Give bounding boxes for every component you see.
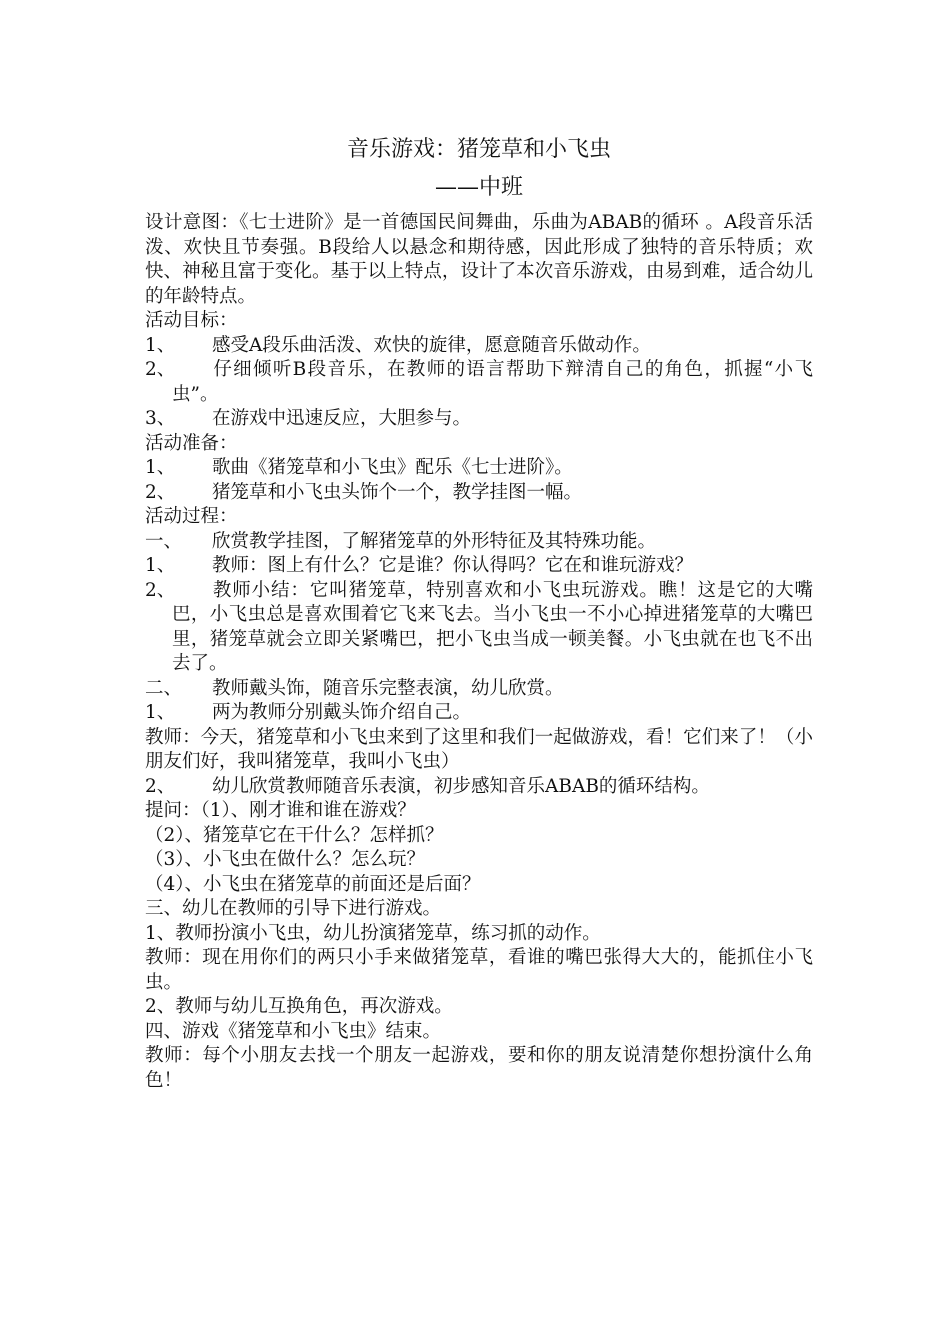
numbered-item xyxy=(145,775,813,800)
item-text: 歌曲《猪笼草和小飞虫》配乐《七士进阶》。 xyxy=(212,457,573,478)
item-text: 仔细倾听B段音乐，在教师的语言帮助下辩清自己的角色，抓握“小飞虫”。 xyxy=(172,359,813,405)
paragraph: （2）、猪笼草它在干什么？怎样抓？ xyxy=(145,824,444,846)
item-text: 在游戏中迅速反应，大胆参与。 xyxy=(212,408,472,429)
item-text: 教师小结：它叫猪笼草，特别喜欢和小飞虫玩游戏。瞧！这是它的大嘴巴，小飞虫总是喜欢围着它飞来飞去。当小飞虫一不小心掉进猪笼草的大嘴巴里，猪笼草就会立即关紧嘴巴，把小飞虫当成一顿美餐。小飞虫就在也飞不出去了。 xyxy=(172,579,813,674)
document-title: 音乐游戏：猪笼草和小飞虫 xyxy=(346,137,611,162)
item-text: 感受A段乐曲活泼、欢快的旋律，愿意随音乐做动作。 xyxy=(212,334,651,356)
item-text: 教师：图上有什么？它是谁？你认得吗？它在和谁玩游戏？ xyxy=(212,555,694,576)
paragraph: 活动过程： xyxy=(145,506,238,527)
numbered-item xyxy=(145,677,813,702)
item-text: 两为教师分别戴头饰介绍自己。 xyxy=(212,702,472,723)
item-number: 2、 xyxy=(145,775,176,797)
item-number: 2、 xyxy=(145,481,176,503)
document-subtitle: ——中班 xyxy=(434,175,523,200)
item-number: 1、 xyxy=(145,334,176,356)
numbered-item xyxy=(145,456,813,481)
item-number: 1、 xyxy=(145,457,176,478)
paragraph: （4）、小飞虫在猪笼草的前面还是后面？ xyxy=(145,873,481,895)
item-text: 幼儿欣赏教师随音乐表演，初步感知音乐ABAB的循环结构。 xyxy=(212,775,710,797)
paragraph: 设计意图：《七士进阶》是一首德国民间舞曲，乐曲为ABAB的循环 。A段音乐活泼、欢快且节奏强。B段给人以悬念和期待感，因此形成了独特的音乐特质；欢快、神秘且富于变化。基于以上特点，设计了本次音乐游戏，由易到难，适合幼儿的年龄特点。 xyxy=(145,212,813,307)
item-number: 二、 xyxy=(145,677,183,699)
item-text: 教师戴头饰，随音乐完整表演，幼儿欣赏。 xyxy=(212,677,564,699)
item-text: 猪笼草和小飞虫头饰个一个，教学挂图一幅。 xyxy=(212,481,583,503)
paragraph: 活动准备： xyxy=(145,432,238,454)
document-body xyxy=(145,211,813,1093)
item-number: 1、 xyxy=(145,555,176,576)
item-number: 2、 xyxy=(145,359,176,380)
paragraph: 教师：每个小朋友去找一个朋友一起游戏，要和你的朋友说清楚你想扮演什么角色！ xyxy=(145,1045,813,1091)
numbered-item xyxy=(145,407,813,432)
numbered-item xyxy=(145,334,813,359)
item-number: 一、 xyxy=(145,530,183,552)
paragraph: 教师：今天，猪笼草和小飞虫来到了这里和我们一起做游戏，看！它们来了！（小朋友们好，我叫猪笼草，我叫小飞虫） xyxy=(145,726,813,772)
numbered-item xyxy=(145,701,813,726)
paragraph: 提问：（1）、刚才谁和谁在游戏？ xyxy=(145,800,416,821)
numbered-item xyxy=(145,554,813,579)
item-number: 2、 xyxy=(145,579,176,601)
numbered-item xyxy=(145,481,813,506)
paragraph: 四、游戏《猪笼草和小飞虫》结束。 xyxy=(145,1020,442,1042)
item-number: 1、 xyxy=(145,702,176,723)
paragraph: 1、教师扮演小飞虫，幼儿扮演猪笼草，练习抓的动作。 xyxy=(145,922,601,944)
paragraph: （3）、小飞虫在做什么？怎么玩？ xyxy=(145,849,426,870)
paragraph: 活动目标： xyxy=(145,310,238,331)
numbered-item xyxy=(145,530,813,555)
numbered-item xyxy=(145,358,813,407)
document-page xyxy=(145,133,813,1093)
paragraph: 三、幼儿在教师的引导下进行游戏。 xyxy=(145,898,442,919)
paragraph: 2、教师与幼儿互换角色，再次游戏。 xyxy=(145,996,453,1017)
item-text: 欣赏教学挂图，了解猪笼草的外形特征及其特殊功能。 xyxy=(212,530,657,552)
paragraph: 教师：现在用你们的两只小手来做猪笼草，看谁的嘴巴张得大大的，能抓住小飞虫。 xyxy=(145,947,813,993)
numbered-item xyxy=(145,579,813,677)
item-number: 3、 xyxy=(145,408,176,429)
